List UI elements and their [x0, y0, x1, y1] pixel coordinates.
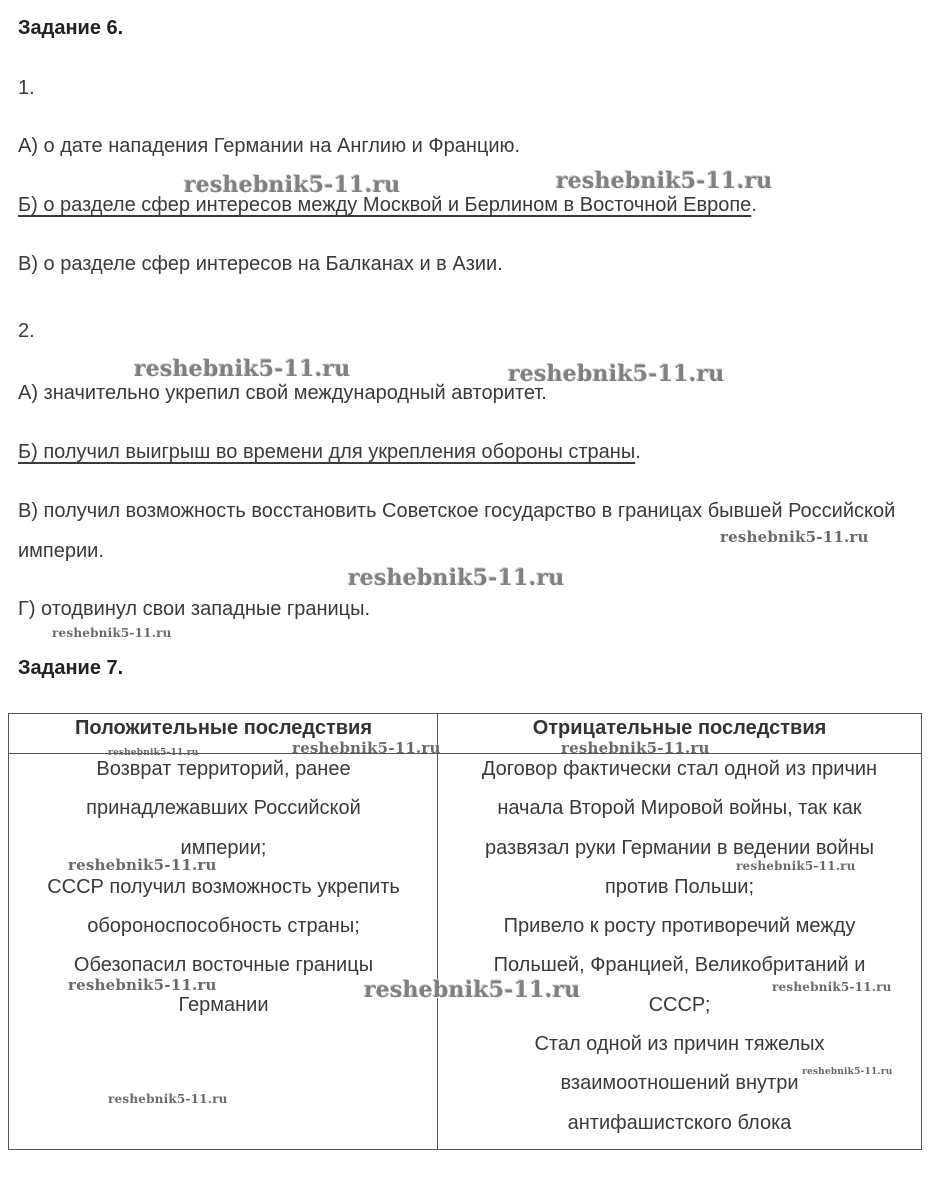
table-header-negative: Отрицательные последствия: [438, 714, 921, 754]
table-header-positive: Положительные последствия: [9, 714, 438, 754]
consequences-table: [8, 713, 922, 1150]
negative-consequences-cell: [438, 754, 921, 1147]
negative-line: взаимоотношений внутри: [560, 1072, 799, 1095]
negative-line: Договор фактически стал одной из причин: [481, 758, 878, 780]
negative-line: антифашистского блока: [567, 1111, 792, 1134]
watermark: reshebnik5-11.ru: [772, 980, 892, 994]
task6-heading: Задание 6.: [18, 17, 124, 39]
positive-line: Германии: [178, 993, 269, 1016]
watermark: reshebnik5-11.ru: [134, 356, 351, 382]
negative-line: Стал одной из причин тяжелых: [534, 1033, 825, 1056]
q2-option-a: А) значительно укрепил свой международный авторитет.: [18, 382, 547, 404]
watermark: reshebnik5-11.ru: [184, 172, 401, 198]
watermark: reshebnik5-11.ru: [348, 565, 565, 591]
watermark: reshebnik5-11.ru: [561, 739, 710, 757]
negative-line: Польшей, Францией, Великобританий и: [493, 954, 866, 977]
positive-line: СССР получил возможность укрепить: [47, 875, 400, 898]
watermark: reshebnik5-11.ru: [68, 976, 217, 994]
watermark: reshebnik5-11.ru: [108, 748, 199, 758]
q1-option-a: А) о дате нападения Германии на Англию и Францию.: [18, 135, 521, 157]
positive-line: Возврат территорий, ранее: [96, 758, 351, 780]
watermark: reshebnik5-11.ru: [52, 626, 172, 640]
q2-number: 2.: [18, 320, 35, 342]
watermark: reshebnik5-11.ru: [802, 1067, 893, 1077]
negative-line: Привело к росту противоречий между: [503, 915, 856, 938]
negative-line: против Польши;: [604, 875, 755, 898]
q2-option-b-period: .: [635, 441, 641, 463]
watermark: reshebnik5-11.ru: [508, 361, 725, 387]
q2-option-g: Г) отодвинул свои западные границы.: [18, 598, 371, 620]
q1-option-b-text: Б) о разделе сфер интересов между Москвой и Берлином в Восточной Европе: [18, 194, 752, 216]
positive-line: империи;: [180, 836, 267, 859]
positive-line: Обезопасил восточные границы: [73, 954, 374, 977]
watermark: reshebnik5-11.ru: [736, 859, 856, 873]
q2-option-v: В) получил возможность восстановить Советское государство в границах бывшей Российской империи.: [18, 500, 896, 562]
q2-option-b-text: Б) получил выигрыш во времени для укрепления обороны страны: [18, 441, 636, 463]
watermark: reshebnik5-11.ru: [292, 739, 441, 757]
q1-option-v: В) о разделе сфер интересов на Балканах и в Азии.: [18, 253, 503, 275]
negative-line: СССР;: [648, 993, 711, 1016]
negative-line: начала Второй Мировой войны, так как: [497, 797, 862, 820]
q1-option-b-period: .: [751, 194, 757, 216]
q2-option-b: [18, 441, 641, 464]
watermark: reshebnik5-11.ru: [68, 856, 217, 874]
negative-line: развязал руки Германии в ведении войны: [485, 836, 874, 859]
positive-line: обороноспособность страны;: [87, 915, 360, 938]
watermark: reshebnik5-11.ru: [556, 168, 773, 194]
task7-heading: Задание 7.: [18, 657, 124, 679]
watermark: reshebnik5-11.ru: [364, 977, 581, 1003]
watermark: reshebnik5-11.ru: [720, 528, 869, 546]
q1-number: 1.: [18, 77, 35, 99]
watermark: reshebnik5-11.ru: [108, 1092, 228, 1106]
positive-line: принадлежавших Российской: [86, 797, 361, 820]
